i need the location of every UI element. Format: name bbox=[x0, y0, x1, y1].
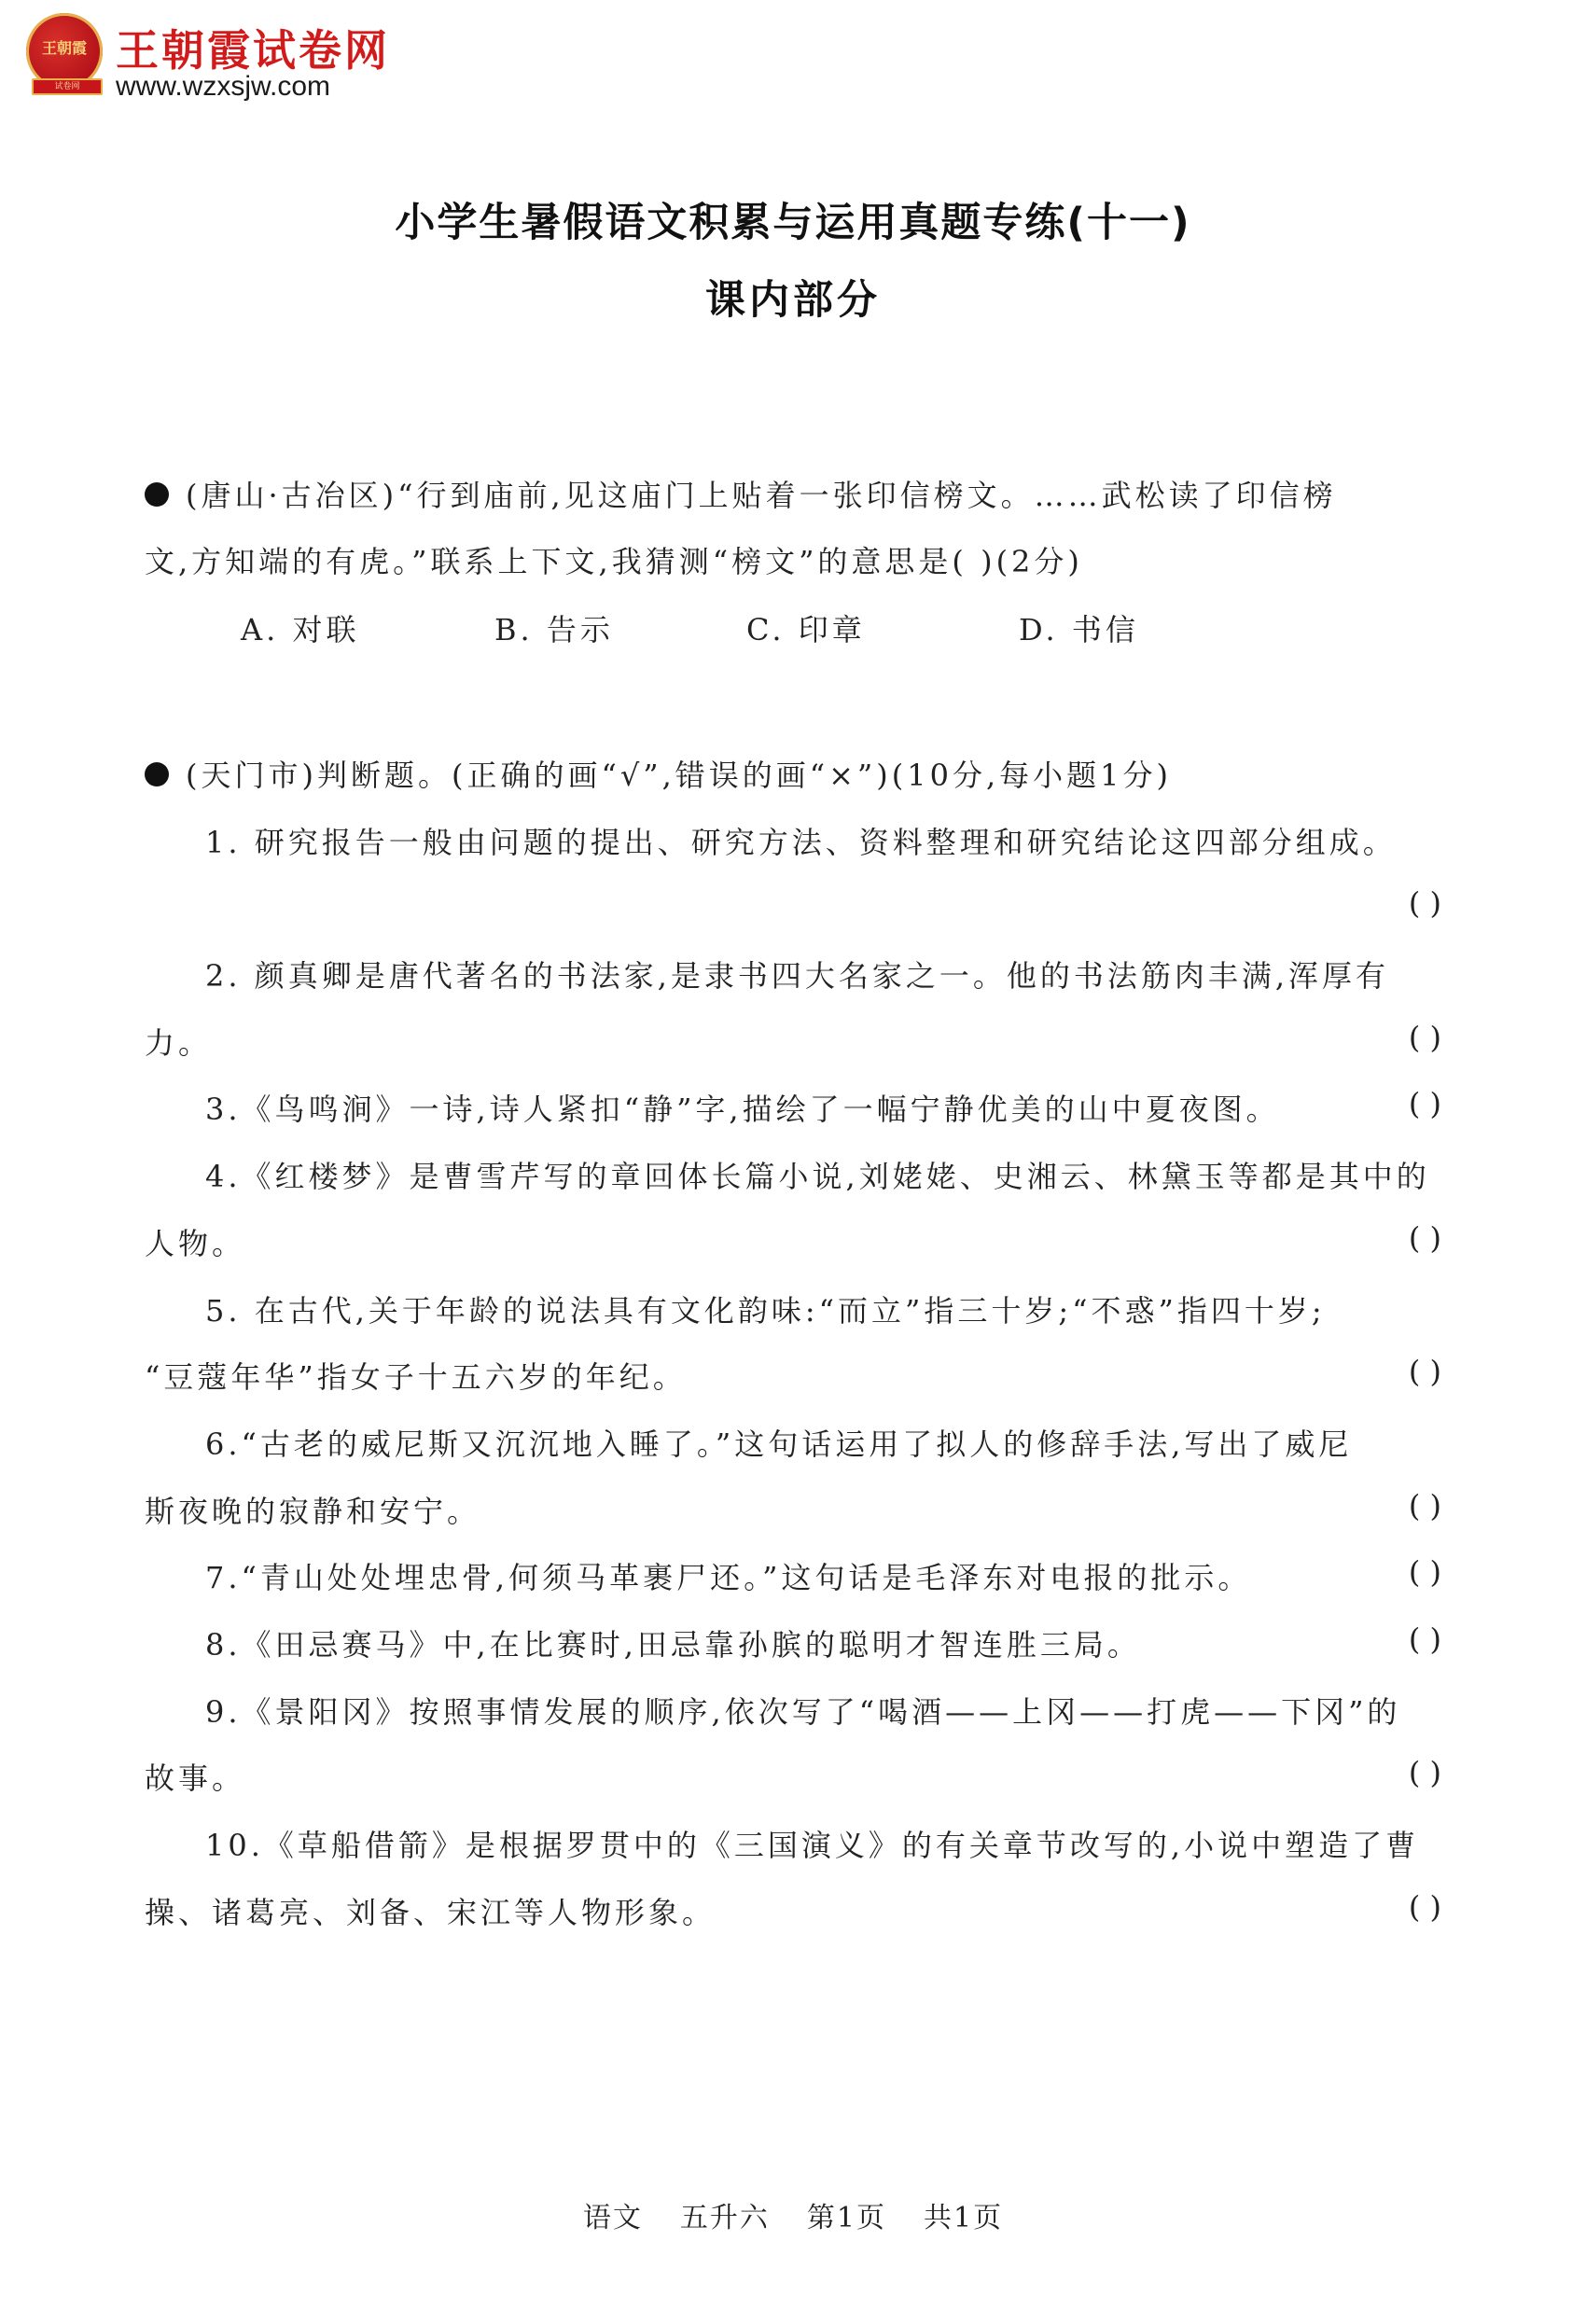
site-header bbox=[26, 13, 437, 106]
q1-text-1: (唐山·古冶区)“行到庙前,见这庙门上贴着一张印信榜文。……武松读了印信榜 bbox=[186, 478, 1337, 513]
badge-text: 王朝霞 bbox=[41, 39, 87, 57]
footer-total: 共1页 bbox=[924, 2202, 1004, 2234]
answer-blank-10[interactable]: ( ) bbox=[1408, 1889, 1441, 1925]
footer-grade: 五升六 bbox=[679, 2202, 770, 2234]
answer-blank-8[interactable]: ( ) bbox=[1408, 1621, 1441, 1657]
page-footer bbox=[0, 2194, 1586, 2235]
q2-item-1: 1. 研究报告一般由问题的提出、研究方法、资料整理和研究结论这四部分组成。 bbox=[205, 825, 1397, 860]
page-subtitle: 课内部分 bbox=[705, 277, 881, 324]
page-title: 小学生暑假语文积累与运用真题专练(十一) bbox=[395, 200, 1191, 246]
ribbon-text: 试卷网 bbox=[54, 82, 80, 91]
q2-heading-text: (天门市)判断题。(正确的画“√”,错误的画“×”)(10分,每小题1分) bbox=[186, 758, 1172, 793]
option-a[interactable]: A. 对联 bbox=[241, 612, 360, 647]
q2-item-9-cont: 故事。 bbox=[145, 1760, 246, 1796]
option-c[interactable]: C. 印章 bbox=[746, 612, 866, 647]
q1-line-2: 文,方知端的有虎。”联系上下文,我猜测“榜文”的意思是( )(2分) bbox=[145, 544, 1083, 579]
q2-item-2: 2. 颜真卿是唐代著名的书法家,是隶书四大名家之一。他的书法筋肉丰满,浑厚有 bbox=[205, 958, 1390, 994]
q1-line-1 bbox=[145, 472, 1441, 515]
bullet-icon bbox=[145, 482, 169, 507]
answer-blank-7[interactable]: ( ) bbox=[1408, 1554, 1441, 1590]
q2-item-5-cont: “豆蔻年华”指女子十五六岁的年纪。 bbox=[145, 1359, 687, 1395]
answer-blank-4[interactable]: ( ) bbox=[1408, 1220, 1441, 1256]
answer-blank-3[interactable]: ( ) bbox=[1408, 1086, 1441, 1121]
q2-item-8: 8.《田忌赛马》中,在比赛时,田忌靠孙膑的聪明才智连胜三局。 bbox=[205, 1627, 1141, 1663]
bullet-icon bbox=[145, 762, 169, 786]
q2-item-7: 7.“青山处处埋忠骨,何须马革裹尸还。”这句话是毛泽东对电报的批示。 bbox=[205, 1560, 1252, 1595]
footer-subject: 语文 bbox=[582, 2202, 643, 2234]
logo-ribbon bbox=[32, 78, 103, 95]
answer-blank-5[interactable]: ( ) bbox=[1408, 1354, 1441, 1389]
footer-page: 第1页 bbox=[806, 2202, 886, 2234]
q2-item-6: 6.“古老的威尼斯又沉沉地入睡了。”这句话运用了拟人的修辞手法,写出了威尼 bbox=[205, 1426, 1353, 1462]
q2-item-4: 4.《红楼梦》是曹雪芹写的章回体长篇小说,刘姥姥、史湘云、林黛玉等都是其中的 bbox=[205, 1159, 1430, 1194]
q2-item-10-cont: 操、诸葛亮、刘备、宋江等人物形象。 bbox=[145, 1895, 716, 1930]
q2-heading bbox=[145, 752, 1441, 795]
q2-item-6-cont: 斯夜晚的寂静和安宁。 bbox=[145, 1494, 481, 1529]
q2-item-2-cont: 力。 bbox=[145, 1025, 213, 1061]
q2-item-9: 9.《景阳冈》按照事情发展的顺序,依次写了“喝酒——上冈——打虎——下冈”的 bbox=[205, 1694, 1401, 1730]
option-b[interactable]: B. 告示 bbox=[494, 612, 614, 647]
q2-item-3: 3.《鸟鸣涧》一诗,诗人紧扣“静”字,描绘了一幅宁静优美的山中夏夜图。 bbox=[205, 1092, 1280, 1127]
brand-name: 王朝霞试卷网 bbox=[116, 25, 390, 76]
q2-item-10: 10.《草船借箭》是根据罗贯中的《三国演义》的有关章节改写的,小说中塑造了曹 bbox=[205, 1828, 1420, 1863]
q2-item-5: 5. 在古代,关于年龄的说法具有文化韵味:“而立”指三十岁;“不惑”指四十岁; bbox=[205, 1293, 1326, 1329]
answer-blank-6[interactable]: ( ) bbox=[1408, 1488, 1441, 1524]
answer-blank-9[interactable]: ( ) bbox=[1408, 1755, 1441, 1790]
q2-item-4-cont: 人物。 bbox=[145, 1226, 246, 1261]
answer-blank-1[interactable]: ( ) bbox=[1408, 885, 1441, 921]
brand-url[interactable]: www.wzxsjw.com bbox=[116, 71, 331, 102]
answer-blank-2[interactable]: ( ) bbox=[1408, 1020, 1441, 1055]
option-d[interactable]: D. 书信 bbox=[1019, 612, 1139, 647]
